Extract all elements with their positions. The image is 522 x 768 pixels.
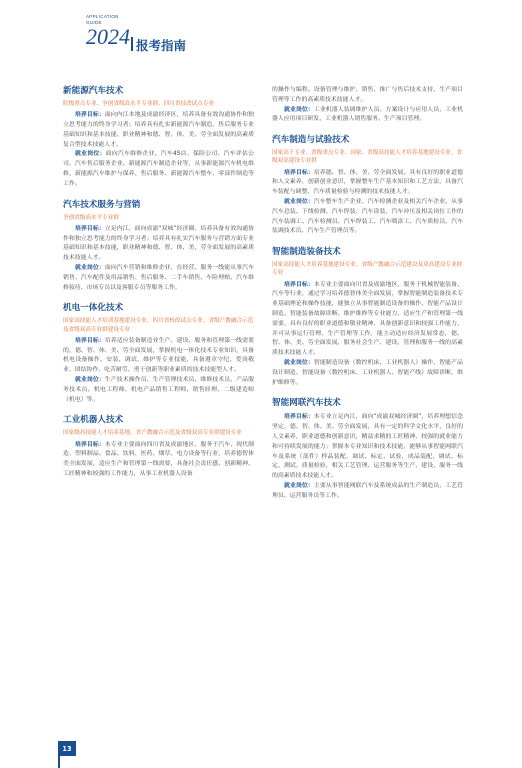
paragraph-label: 培养目标：	[75, 112, 105, 119]
program-paragraph	[63, 225, 254, 264]
program-paragraph	[272, 198, 463, 237]
section-gap	[63, 293, 254, 303]
program-paragraph	[63, 441, 254, 480]
program-paragraph	[272, 106, 463, 126]
program-section	[63, 86, 254, 190]
left-column	[63, 86, 254, 480]
program-paragraph	[63, 111, 254, 150]
page-number-bar	[58, 756, 60, 768]
paragraph-label: 就业岗位：	[284, 359, 314, 366]
paragraph-text: 培养德、智、体、美、劳全面发展，具有良好的职业道德和人文素养，创新创业意识，掌握整车生产基本知识和工艺方法，具备汽车装配与调整、汽车质量检验与检测的技术技能人才。	[272, 169, 464, 196]
paragraph-text: 智能制造设备（数控机床、工业机器人）操作、智能产品设计制造、智能设备（数控机床、工业机器人、智能产线）故障诊断、维护维修等。	[272, 359, 464, 386]
paragraph-text: 的操作与编程、设备管理与维护、销售、推广与售后技术支持，生产项目管理等工作的高素质技术技能人才。	[272, 87, 463, 103]
program-paragraph	[63, 150, 254, 189]
program-subtitle: 国家高千专业、省级重点专业、国家、省级高技能人才培养基地建设专业、省级双高建设专业群	[272, 150, 463, 165]
paragraph-label: 就业岗位：	[284, 482, 314, 489]
program-subtitle: 争创省级高水平专业群	[63, 214, 119, 221]
paragraph-label: 就业岗位：	[75, 376, 105, 383]
paragraph-label: 就业岗位：	[284, 198, 314, 205]
program-title: 智能制造装备技术	[272, 247, 341, 258]
program-paragraph	[63, 264, 254, 293]
paragraph-label: 培养目标：	[75, 225, 105, 232]
page-header	[86, 12, 226, 56]
program-paragraph	[272, 413, 463, 482]
header-guide-word: GUIDE	[86, 20, 102, 25]
section-gap	[272, 388, 463, 398]
paragraph-text: 面向汽车维修企业、汽车4S店、保险公司、汽车评估公司、汽车售后服务企业、新能源汽车制造企业等，从事新能源汽车机电维修、新能源汽车维护与保养、售后服务、新能源汽车整车、零部件制造等工作。	[63, 151, 254, 187]
program-title: 新能源汽车技术	[63, 86, 124, 96]
section-gap	[272, 237, 463, 247]
paragraph-label: 培养目标：	[284, 281, 314, 288]
header-app-word: APPLICATION	[86, 14, 119, 19]
program-paragraph	[272, 169, 463, 198]
header-year-logo: 2024	[86, 24, 130, 49]
program-subtitle: 院级重点专业、争创省级高水平专业群、四川省技改试点专业	[63, 101, 215, 107]
program-title: 智能网联汽车技术	[272, 398, 341, 409]
paragraph-label: 培养目标：	[75, 337, 105, 344]
paragraph-text: 主要从事智能网联汽车及系统成品的生产制造员、工艺管理员、运营服务员等工作。	[272, 482, 464, 499]
paragraph-text: 本专业立足内江，面向“成渝双城经济圈”，培养理想信念坚定，德、智、体、美、劳全面发展，具有一定的科学文化水平，良好的人文素养，职业道德和创新意识，精益求精的工匠精神，较强的就业能力和可持续发展的能力；掌握本专业知识和技术技能，能够从事智能网联汽车及系统（部件）样品装配、调试、标定、试验，成品装配、调试、标定、测试、质量检验，相关工艺管理、运营服务等生产、建设、服务一线的高素质技术技能人才。	[272, 414, 463, 480]
paragraph-text: 汽车整车生产企业、汽车检测企业及相关汽车企业。从事汽车总装、下线检测、汽车焊装、汽车涂装、汽车冲压及相关岗位工作的汽车装调工、汽车检测员、汽车焊装工、汽车喷涂工、汽车质检员、汽车装调技术员、汽车生产管理员等。	[272, 198, 464, 235]
section-gap	[63, 190, 254, 200]
paragraph-text: 培养适应装备制造业生产、建设、服务和管理第一线需要的，德、智、体、美、劳全面发展，掌握机电一体化技术专业知识，具备机电设备操作、安装、调试、维护等专业技能，具备遵章守纪、爱岗敬业、团结协作、吃苦耐劳、勇于创新等职业素质的技术技能型人才。	[63, 337, 255, 374]
program-section	[272, 86, 463, 125]
header-divider	[131, 37, 133, 51]
program-paragraph	[272, 359, 463, 388]
program-title: 工业机器人技术	[63, 415, 124, 426]
program-section	[63, 293, 254, 405]
paragraph-label: 培养目标：	[284, 169, 314, 176]
program-section	[272, 125, 463, 237]
program-subtitle: 国家高技能人才培养基地建设专业、省级产教融合示范建设及双高建设专业群专业	[272, 262, 463, 277]
paragraph-text: 立足内江，面向成渝“双城”经济圈，培养具备有效沟通协作和独立思考能力的终身学习者；培养具有扎实汽车服务与营销方面专业基础知识和基本技能，职业精神和德、智、体、美、劳全面发展的高素质技术技能人才。	[63, 225, 254, 262]
program-subtitle: 国家高技能人才培训基地建设专业、四川省校改试点专业、省级产教融合示范及省级双高专业群建设专业	[63, 318, 254, 333]
paragraph-text: 工业机器人装调维护人员、方案设计与应用人员、工业机器人应用项目研发、工业机器人销售服务、生产项目管理。	[272, 106, 464, 123]
program-section	[272, 237, 463, 388]
paragraph-text: 面向汽车营销和维修企业，在经营、服务一线能从事汽车销售、汽车配件及用品销售、售后服务、二手车销售、车险理赔、汽车维修接待、市场专员以及客服专员等服务工作。	[63, 264, 255, 291]
paragraph-text: 本专业主要面向四川省及成渝地区，服务于汽车、现代制造、塑料制品、食品、饮料、医药、烟草、电力设备等行业，培养德智体美全面发展，适应生产和管理第一线需要，具备社会责任感、创新精神、工匠精神和较强的工作能力，从事工业机器人设备	[63, 441, 255, 477]
program-section	[63, 405, 254, 479]
page-title: 报考指南	[136, 39, 187, 53]
paragraph-label: 培养目标：	[284, 414, 314, 421]
paragraph-text: 本专业主要面向川省及成渝地区，服务于机械智能装备、汽车等行业，通过学习培养德智体美全面发展，掌握智能制造装备技术专业基础理论和操作技能，能独立从事智能制造设备的操作、智能产品设计制造、智能装备故障诊断、维护维修等专业能力，适应生产和管理第一线需要，具有良好的职业道德和敬业精神，具备创新意识和较强工作能力，并可从事运行管理、生产管理等工作，能主动适应经济发展常态，德、智、体、美、劳全面发展，服务社会生产、建设、管理和服务一线的高素质技术技能人才。	[272, 281, 464, 357]
paragraph-text: 面向内江本地及成渝经济区，培养具备有效沟通协作和独立思考能力的终身学习者；培养具有扎实新能源汽车制造、售后服务专业基础知识和基本技能、职业精神和德、智、体、美、劳全面发展的高素质复合型技术技能人才。	[63, 112, 255, 148]
program-title: 汽车技术服务与营销	[63, 199, 141, 210]
paragraph-label: 就业岗位：	[75, 264, 105, 271]
paragraph-text: 生产技术操作员、生产管理技术员、维修技术员、产品服务技术员、机电工程师、机电产品销售工程师、销售经理、二级建造师（机电）等。	[63, 376, 255, 403]
section-gap	[63, 405, 254, 415]
program-paragraph	[272, 86, 463, 106]
program-section	[63, 190, 254, 294]
program-title: 机电一体化技术	[63, 303, 124, 314]
paragraph-label: 就业岗位：	[75, 151, 106, 158]
right-column	[272, 86, 463, 502]
page-number: 13	[58, 741, 76, 756]
section-gap	[272, 125, 463, 135]
paragraph-label: 就业岗位：	[284, 106, 314, 113]
program-section	[272, 388, 463, 501]
program-paragraph	[272, 482, 463, 502]
paragraph-label: 培养目标：	[75, 441, 105, 448]
program-paragraph	[272, 281, 463, 359]
program-subtitle: 国家级高技能人才培养基地、省产教融合示范及省级双高专业群建设专业	[63, 430, 243, 437]
program-paragraph	[63, 337, 254, 376]
program-paragraph	[63, 376, 254, 405]
program-title: 汽车制造与试验技术	[272, 135, 350, 146]
